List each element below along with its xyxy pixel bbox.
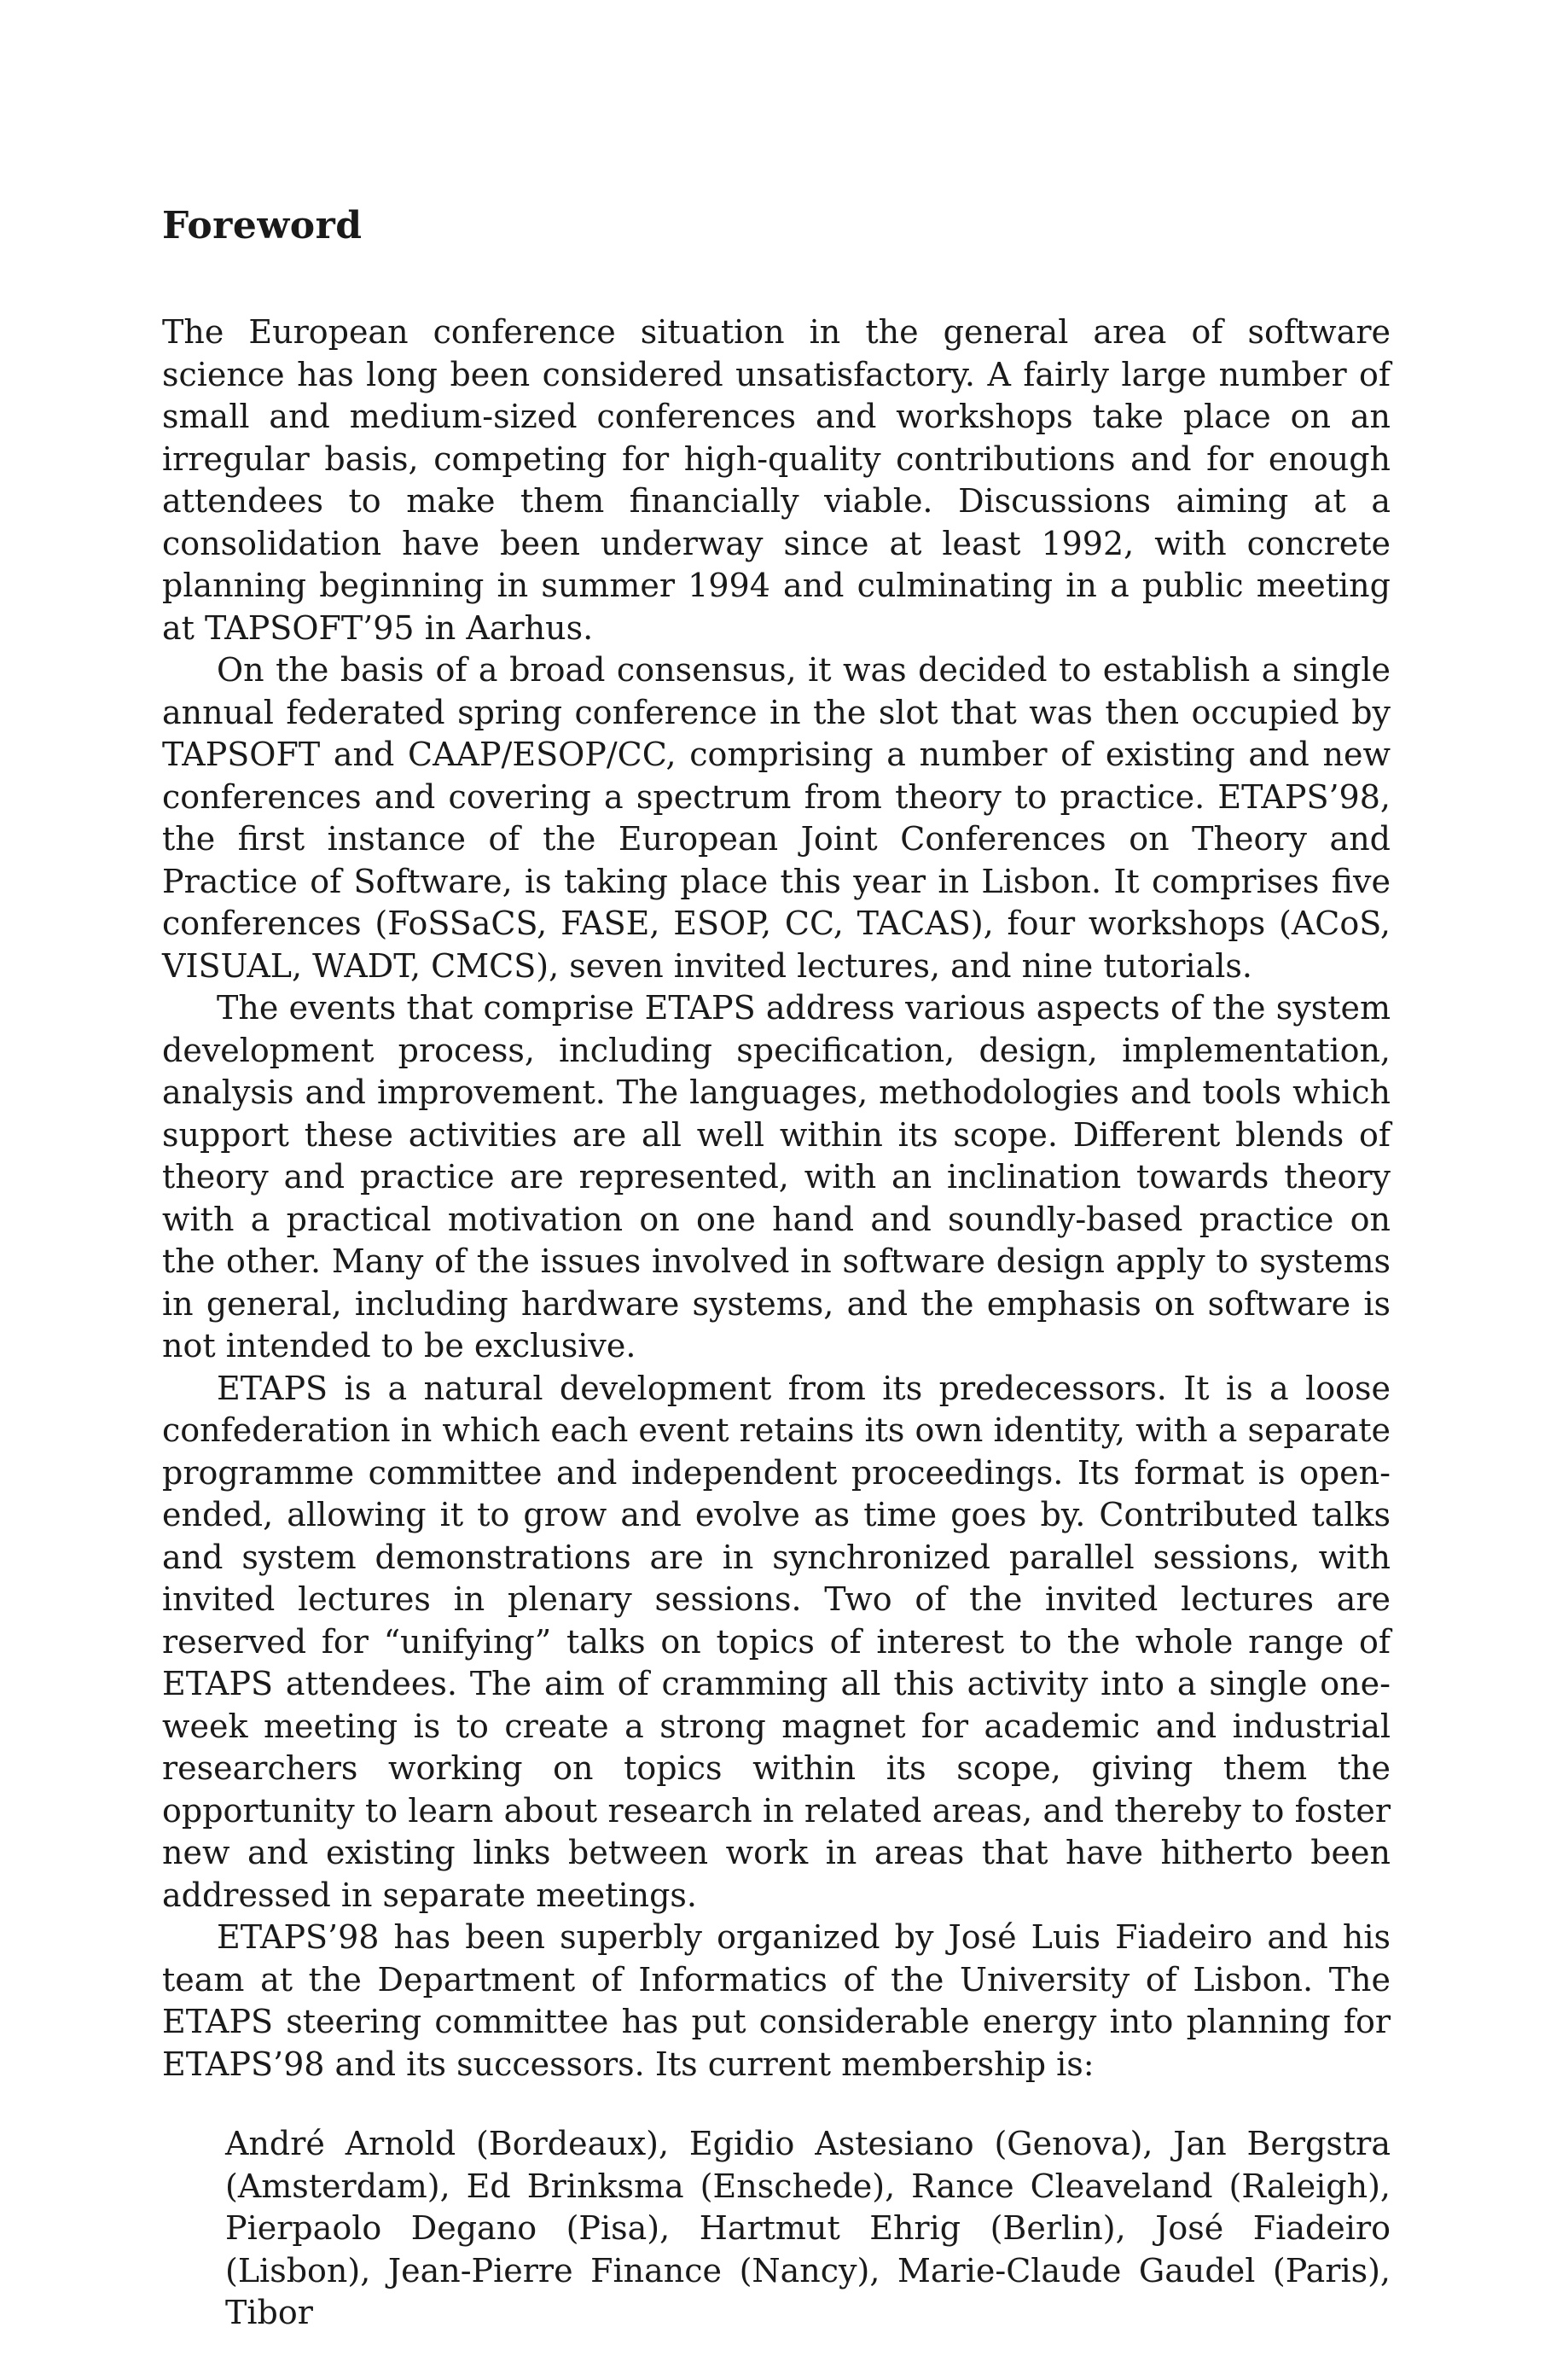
document-page	[162, 201, 1391, 2335]
paragraph-3: The events that comprise ETAPS address various aspects of the system development process, including specification, design, implementation, analysis and improvement. The languages, methodologies and tools which support these activities are all well within its scope. Different blends of theory and practice are represented, with an inclination towards theory with a practical motivation on one hand and soundly-based practice on the other. Many of the issues involved in software design apply to systems in general, including hardware systems, and the emphasis on software is not intended to be exclusive.	[162, 989, 1391, 1364]
paragraph-4: ETAPS is a natural development from its predecessors. It is a loose confederation in which each event retains its own identity, with a separate programme committee and independent proceedings. Its format is open-ended, allowing it to grow and evolve as time goes by. Contributed talks and system demonstrations are in synchronized parallel sessions, with invited lectures in plenary sessions. Two of the invited lectures are reserved for “unifying” talks on topics of interest to the whole range of ETAPS attendees. The aim of cramming all this activity into a single one-week meeting is to create a strong magnet for academic and industrial researchers working on topics within its scope, giving them the opportunity to learn about research in related areas, and thereby to foster new and existing links between work in areas that have hitherto been addressed in separate meetings.	[162, 1369, 1391, 1914]
steering-committee-members: André Arnold (Bordeaux), Egidio Astesiano (Genova), Jan Bergstra (Amsterdam), Ed Brinksma (Enschede), Rance Cleaveland (Raleigh), Pierpaolo Degano (Pisa), Hartmut Ehrig (Berlin), José Fiadeiro (Lisbon), Jean-Pierre Finance (Nancy), Marie-Claude Gaudel (Paris), Tibor	[225, 2125, 1391, 2331]
paragraph-2: On the basis of a broad consensus, it was decided to establish a single annual federated spring conference in the slot that was then occupied by TAPSOFT and CAAP/ESOP/CC, comprising a number of existing and new conferences and covering a spectrum from theory to practice. ETAPS’98, the first instance of the European Joint Conferences on Theory and Practice of Software, is taking place this year in Lisbon. It comprises five conferences (FoSSaCS, FASE, ESOP, CC, TACAS), four workshops (ACoS, VISUAL, WADT, CMCS), seven invited lectures, and nine tutorials.	[162, 651, 1391, 985]
paragraph-5: ETAPS’98 has been superbly organized by José Luis Fiadeiro and his team at the Department of Informatics of the University of Lisbon. The ETAPS steering committee has put considerable energy into planning for ETAPS’98 and its successors. Its current membership is:	[162, 1918, 1391, 2083]
page-title: Foreword	[162, 204, 363, 247]
paragraph-1: The European conference situation in the general area of software science has long been considered unsatisfactory. A fairly large number of small and medium-sized conferences and workshops take place on an irregular basis, competing for high-quality contributions and for enough attendees to make them financially viable. Discussions aiming at a consolidation have been underway since at least 1992, with concrete planning beginning in summer 1994 and culminating in a public meeting at TAPSOFT’95 in Aarhus.	[162, 313, 1391, 647]
